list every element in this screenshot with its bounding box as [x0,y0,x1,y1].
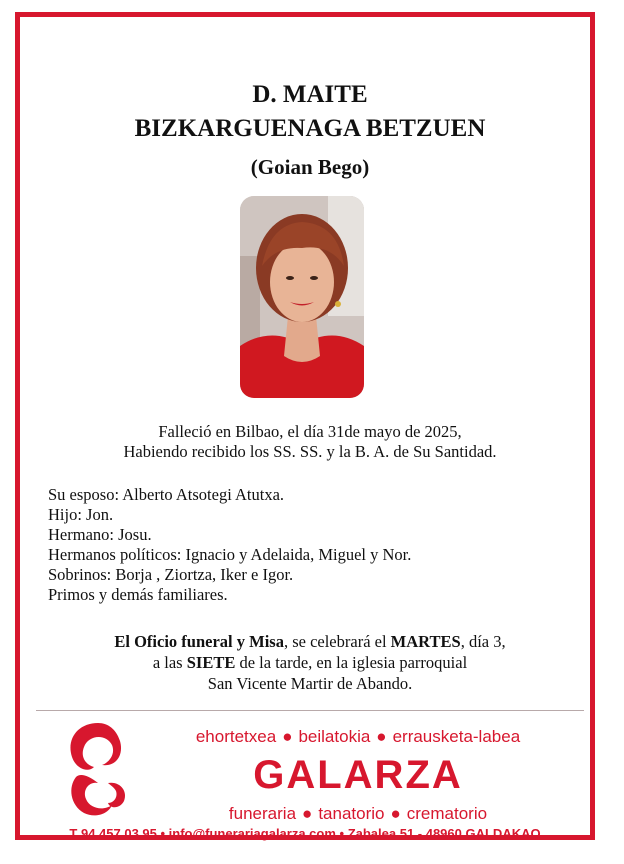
funeral-line2 [20,652,600,673]
family-brother: Hermano: Josu. [48,525,152,544]
divider [36,710,584,711]
service-errausketa: errausketa-labea [392,727,521,746]
portrait-illustration [240,196,364,398]
deceased-name-line1: D. MAITE [252,81,368,108]
funeral-text-b: , día 3, [460,632,506,651]
family-spouse: Su esposo: Alberto Atsotegi Atutxa. [48,485,285,504]
funeral-church: San Vicente Martir de Abando. [207,674,413,693]
family-in-laws: Hermanos políticos: Ignacio y Adelaida, Miguel y Nor. [48,545,412,564]
deceased-name-line2: BIZKARGUENAGA BETZUEN [134,115,486,142]
separator-dot-icon: ● [302,804,313,823]
separator-dot-icon: ● [390,804,401,823]
services-bottom [148,804,568,824]
deceased-nickname: (Goian Bego) [250,155,370,179]
galarza-logo-icon [58,719,138,819]
service-ehortetxea: ehortetxea [195,727,277,746]
brand-name: GALARZA [253,753,463,797]
funeral-text-d: de la tarde, en la iglesia parroquial [235,653,468,672]
service-beilatokia: beilatokia [298,727,371,746]
services-top [148,727,568,747]
family-son: Hijo: Jon. [48,505,114,524]
funeral-day: MARTES [390,632,461,651]
family-list [48,485,411,605]
funeral-text-a: , se celebrará el [283,632,391,651]
funeral-line1 [20,631,600,652]
separator-dot-icon: ● [282,727,293,746]
family-nephews: Sobrinos: Borja , Ziortza, Iker e Igor. [48,565,294,584]
funeral-time: SIETE [186,653,236,672]
portrait-photo [240,196,364,398]
separator-dot-icon: ● [376,727,387,746]
family-cousins: Primos y demás familiares. [48,585,228,604]
service-tanatorio: tanatorio [318,804,385,823]
funeral-text-c: a las [152,653,187,672]
funeral-service-label: El Oficio funeral y Misa [114,632,284,651]
obituary-frame [15,12,595,840]
service-crematorio: crematorio [406,804,488,823]
announcement-line2: Habiendo recibido los SS. SS. y la B. A. de Su Santidad. [123,442,497,461]
service-funeraria: funeraria [228,804,297,823]
contact-info: T 94 457 03 95 • info@funerariagalarza.com • Zabalea 51 - 48960 GALDAKAO [69,826,541,841]
announcement-line1: Falleció en Bilbao, el día 31de mayo de 2025, [158,422,462,441]
